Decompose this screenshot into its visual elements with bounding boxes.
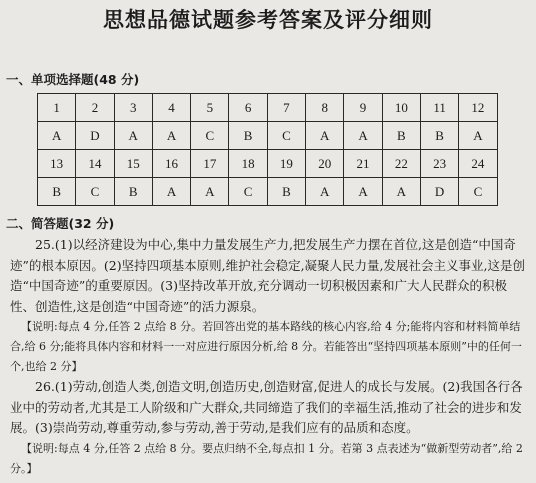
question-number-cell: 24 bbox=[459, 150, 497, 178]
short-answer-content bbox=[10, 235, 526, 479]
question-number-cell: 18 bbox=[229, 150, 267, 178]
question-26-scoring-note: 【说明:每点 4 分,任答 2 点给 8 分。要点归纳不全,每点扣 1 分。若第 3 点表述为“做新型劳动者”,给 2 分。】 bbox=[10, 441, 523, 475]
question-number-cell: 13 bbox=[38, 150, 76, 178]
answer-table bbox=[37, 93, 498, 206]
question-number-cell: 22 bbox=[382, 150, 420, 178]
question-number-cell: 5 bbox=[191, 94, 229, 122]
answer-cell: B bbox=[38, 178, 76, 206]
question-number-cell: 16 bbox=[152, 150, 190, 178]
question-number-cell: 9 bbox=[344, 94, 382, 122]
answer-cell: D bbox=[76, 122, 114, 150]
answer-cell: A bbox=[344, 178, 382, 206]
answer-cell: A bbox=[38, 122, 76, 150]
answer-cell: C bbox=[459, 178, 497, 206]
answer-cell: B bbox=[382, 122, 420, 150]
question-number-cell: 2 bbox=[76, 94, 114, 122]
answer-cell: C bbox=[229, 178, 267, 206]
question-number-cell: 10 bbox=[382, 94, 420, 122]
answer-cell: A bbox=[344, 122, 382, 150]
answer-row bbox=[38, 178, 498, 206]
answer-cell: B bbox=[267, 178, 305, 206]
question-number-cell: 14 bbox=[76, 150, 114, 178]
answer-cell: B bbox=[229, 122, 267, 150]
answer-cell: C bbox=[267, 122, 305, 150]
question-number-cell: 7 bbox=[267, 94, 305, 122]
answer-cell: C bbox=[191, 122, 229, 150]
question-number-cell: 20 bbox=[306, 150, 344, 178]
answer-cell: A bbox=[114, 122, 152, 150]
page-title: 思想品德试题参考答案及评分细则 bbox=[103, 8, 433, 32]
question-number-row bbox=[38, 94, 498, 122]
question-number-cell: 19 bbox=[267, 150, 305, 178]
question-25-scoring-note: 【说明:每点 4 分,任答 2 点给 8 分。若回答出党的基本路线的核心内容,给 4 分;能将内容和材料简单结合,给 6 分;能将具体内容和材料一一对应进行原因分析,给 8 分。若能答出“坚持四项基本原则”中的任何一个,也给 2 分】 bbox=[10, 320, 522, 373]
answer-cell: A bbox=[306, 178, 344, 206]
section-heading-short-answer: 二、简答题(32 分) bbox=[6, 216, 115, 231]
question-26-answer: 26.(1)劳动,创造人类,创造文明,创造历史,创造财富,促进人的成长与发展。(2)我国各行各业中的劳动者,尤其是工人阶级和广大群众,共同缔造了我们的幸福生活,推动了社会的进步和发展。(3)崇尚劳动,尊重劳动,参与劳动,善于劳动,是我们应有的品质和态度。 bbox=[10, 379, 523, 435]
question-number-cell: 15 bbox=[114, 150, 152, 178]
question-number-cell: 21 bbox=[344, 150, 382, 178]
answer-cell: B bbox=[420, 122, 458, 150]
answer-cell: A bbox=[152, 178, 190, 206]
answer-cell: C bbox=[76, 178, 114, 206]
question-number-cell: 6 bbox=[229, 94, 267, 122]
answer-cell: A bbox=[382, 178, 420, 206]
question-number-cell: 12 bbox=[459, 94, 497, 122]
answer-cell: D bbox=[420, 178, 458, 206]
answer-cell: A bbox=[459, 122, 497, 150]
answer-cell: A bbox=[306, 122, 344, 150]
question-number-cell: 1 bbox=[38, 94, 76, 122]
question-number-cell: 23 bbox=[420, 150, 458, 178]
question-number-cell: 4 bbox=[152, 94, 190, 122]
answer-table-body bbox=[38, 94, 498, 206]
answer-row bbox=[38, 122, 498, 150]
question-25-answer: 25.(1)以经济建设为中心,集中力量发展生产力,把发展生产力摆在首位,这是创造“中国奇迹”的根本原因。(2)坚持四项基本原则,维护社会稳定,凝聚人民力量,发展社会主义事业,这是创造“中国奇迹”的重要原因。(3)坚持改革开放,充分调动一切积极因素和广大人民群众的积极性、创造性,这是创造“中国奇迹”的活力源泉。 bbox=[10, 237, 525, 314]
question-number-row bbox=[38, 150, 498, 178]
question-number-cell: 3 bbox=[114, 94, 152, 122]
question-number-cell: 8 bbox=[306, 94, 344, 122]
answer-cell: A bbox=[191, 178, 229, 206]
question-number-cell: 11 bbox=[420, 94, 458, 122]
question-number-cell: 17 bbox=[191, 150, 229, 178]
answer-cell: A bbox=[152, 122, 190, 150]
section-heading-multiple-choice: 一、单项选择题(48 分) bbox=[6, 72, 140, 87]
answer-cell: B bbox=[114, 178, 152, 206]
